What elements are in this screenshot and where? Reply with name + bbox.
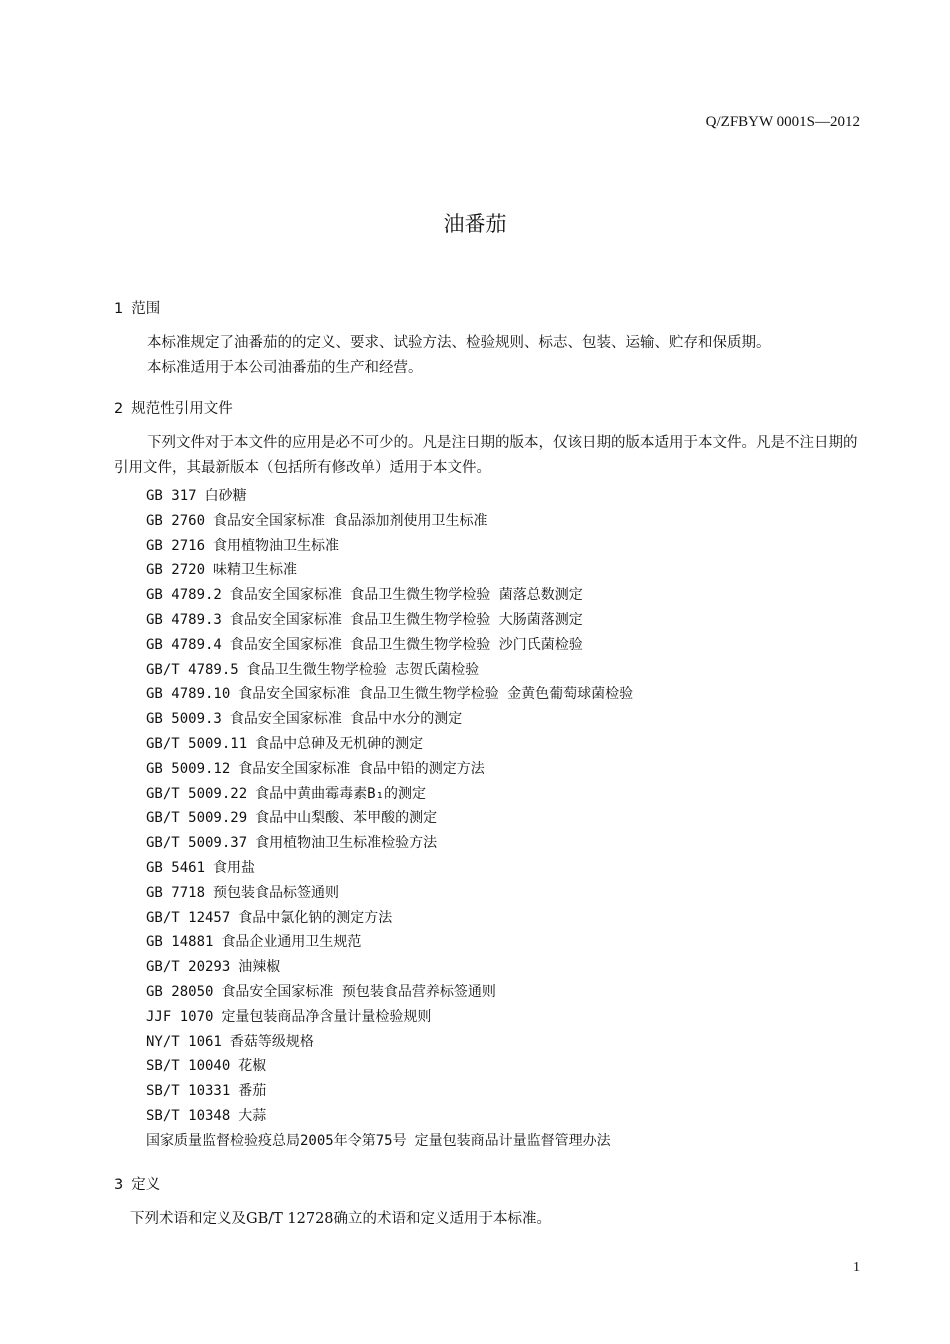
reference-title: 味精卫生标准 <box>213 562 298 579</box>
reference-item <box>146 509 633 534</box>
section-heading-normative-references <box>114 397 233 418</box>
document-title: 油番茄 <box>443 212 507 236</box>
reference-title: 食品安全国家标准 食品卫生微生物学检验 金黄色葡萄球菌检验 <box>238 686 634 703</box>
reference-item <box>146 707 633 732</box>
references-intro: 下列文件对于本文件的应用是必不可少的。凡是注日期的版本，仅该日期的版本适用于本文件。凡是不注日期的引用文件，其最新版本（包括所有修改单）适用于本文件。 <box>114 435 858 476</box>
reference-title: 食用盐 <box>213 859 256 876</box>
reference-code: SB/T 10331 <box>146 1083 231 1100</box>
reference-code: GB 5009.3 <box>146 711 222 728</box>
reference-item <box>146 658 633 683</box>
section-number: 2 <box>114 401 124 417</box>
reference-title: 花椒 <box>238 1058 267 1075</box>
reference-code: JJF 1070 <box>146 1008 214 1025</box>
reference-code: GB 2720 <box>146 562 206 579</box>
reference-title: 食品中总砷及无机砷的测定 <box>255 735 424 752</box>
reference-title: 定量包装商品净含量计量检验规则 <box>221 1008 432 1025</box>
reference-item <box>146 930 633 955</box>
reference-title: 食品安全国家标准 食品卫生微生物学检验 菌落总数测定 <box>229 587 583 604</box>
reference-item <box>146 682 633 707</box>
section-number: 1 <box>114 301 124 317</box>
reference-title: 大蒜 <box>238 1107 267 1124</box>
reference-title: 食品安全国家标准 食品卫生微生物学检验 大肠菌落测定 <box>229 611 583 628</box>
reference-title: 食品安全国家标准 食品中水分的测定 <box>229 711 463 728</box>
reference-title: 食品安全国家标准 食品添加剂使用卫生标准 <box>213 512 488 529</box>
reference-item <box>146 831 633 856</box>
reference-code: GB/T 5009.29 <box>146 810 248 827</box>
reference-item <box>146 782 633 807</box>
reference-code: GB/T 12457 <box>146 909 231 926</box>
reference-title: 食品安全国家标准 预包装食品营养标签通则 <box>221 983 496 1000</box>
reference-code: GB 14881 <box>146 934 214 951</box>
reference-code: GB/T 4789.5 <box>146 661 239 678</box>
reference-code: GB/T 5009.37 <box>146 835 248 852</box>
reference-title: 食品企业通用卫生规范 <box>221 934 362 951</box>
section-title: 规范性引用文件 <box>131 401 233 417</box>
reference-code: GB 4789.10 <box>146 686 231 703</box>
reference-title: 食品中山梨酸、苯甲酸的测定 <box>255 810 438 827</box>
reference-title: 白砂糖 <box>204 488 247 504</box>
reference-title: 食用植物油卫生标准 <box>213 537 340 554</box>
reference-item <box>146 583 633 608</box>
reference-item <box>146 484 633 509</box>
reference-title: 预包装食品标签通则 <box>213 884 340 901</box>
scope-paragraph: 本标准适用于本公司油番茄的生产和经营。 <box>147 360 423 376</box>
reference-title: 食品安全国家标准 食品中铅的测定方法 <box>238 760 485 777</box>
reference-item <box>146 856 633 881</box>
reference-code: GB/T 5009.11 <box>146 735 248 752</box>
reference-title: 香菇等级规格 <box>229 1033 314 1050</box>
reference-code: GB 5461 <box>146 859 206 876</box>
reference-item <box>146 1079 633 1104</box>
section-title: 定义 <box>131 1177 161 1193</box>
reference-title: 油辣椒 <box>238 959 281 976</box>
reference-list <box>146 484 633 1154</box>
reference-item <box>146 806 633 831</box>
section-heading-definitions <box>114 1173 160 1194</box>
reference-code: SB/T 10348 <box>146 1107 231 1124</box>
reference-code: GB 4789.3 <box>146 611 222 628</box>
reference-title: 食品卫生微生物学检验 志贺氏菌检验 <box>246 661 480 678</box>
page-number: 1 <box>853 1260 860 1275</box>
reference-item <box>146 757 633 782</box>
reference-item <box>146 558 633 583</box>
reference-item <box>146 980 633 1005</box>
section-heading-scope <box>114 297 160 318</box>
reference-item <box>146 608 633 633</box>
reference-code: GB 4789.4 <box>146 636 222 653</box>
reference-code: 国家质量监督检验疫总局2005年令第75号 <box>146 1132 407 1149</box>
reference-item <box>146 881 633 906</box>
reference-code: NY/T 1061 <box>146 1033 222 1050</box>
reference-item <box>146 633 633 658</box>
reference-item <box>146 1005 633 1030</box>
reference-code: GB 2760 <box>146 512 206 529</box>
reference-item <box>146 1129 633 1154</box>
reference-code: GB 7718 <box>146 884 206 901</box>
reference-title: 食品中氯化钠的测定方法 <box>238 909 393 926</box>
reference-item <box>146 732 633 757</box>
reference-code: GB 2716 <box>146 537 206 554</box>
scope-paragraph: 本标准规定了油番茄的的定义、要求、试验方法、检验规则、标志、包装、运输、贮存和保质期。 <box>147 335 771 351</box>
reference-title: 番茄 <box>238 1083 267 1100</box>
reference-title: 定量包装商品计量监督管理办法 <box>414 1132 611 1149</box>
reference-item <box>146 906 633 931</box>
reference-code: GB 4789.2 <box>146 587 222 604</box>
reference-code: GB 28050 <box>146 983 214 1000</box>
reference-code: GB 5009.12 <box>146 760 231 777</box>
section-title: 范围 <box>131 301 161 317</box>
reference-code: SB/T 10040 <box>146 1058 231 1075</box>
reference-item <box>146 955 633 980</box>
reference-item <box>146 1030 633 1055</box>
reference-title: 食用植物油卫生标准检验方法 <box>255 835 438 852</box>
reference-item <box>146 1104 633 1129</box>
reference-title: 食品中黄曲霉毒素B₁的测定 <box>255 785 427 802</box>
reference-item <box>146 1054 633 1079</box>
definitions-intro: 下列术语和定义及GB/T 12728确立的术语和定义适用于本标准。 <box>130 1211 552 1227</box>
section-number: 3 <box>114 1177 124 1193</box>
standard-code: Q/ZFBYW 0001S—2012 <box>705 114 860 130</box>
reference-code: GB/T 20293 <box>146 959 231 976</box>
reference-title: 食品安全国家标准 食品卫生微生物学检验 沙门氏菌检验 <box>229 636 583 653</box>
reference-item <box>146 534 633 559</box>
reference-code: GB 317 <box>146 488 197 504</box>
reference-code: GB/T 5009.22 <box>146 785 248 802</box>
